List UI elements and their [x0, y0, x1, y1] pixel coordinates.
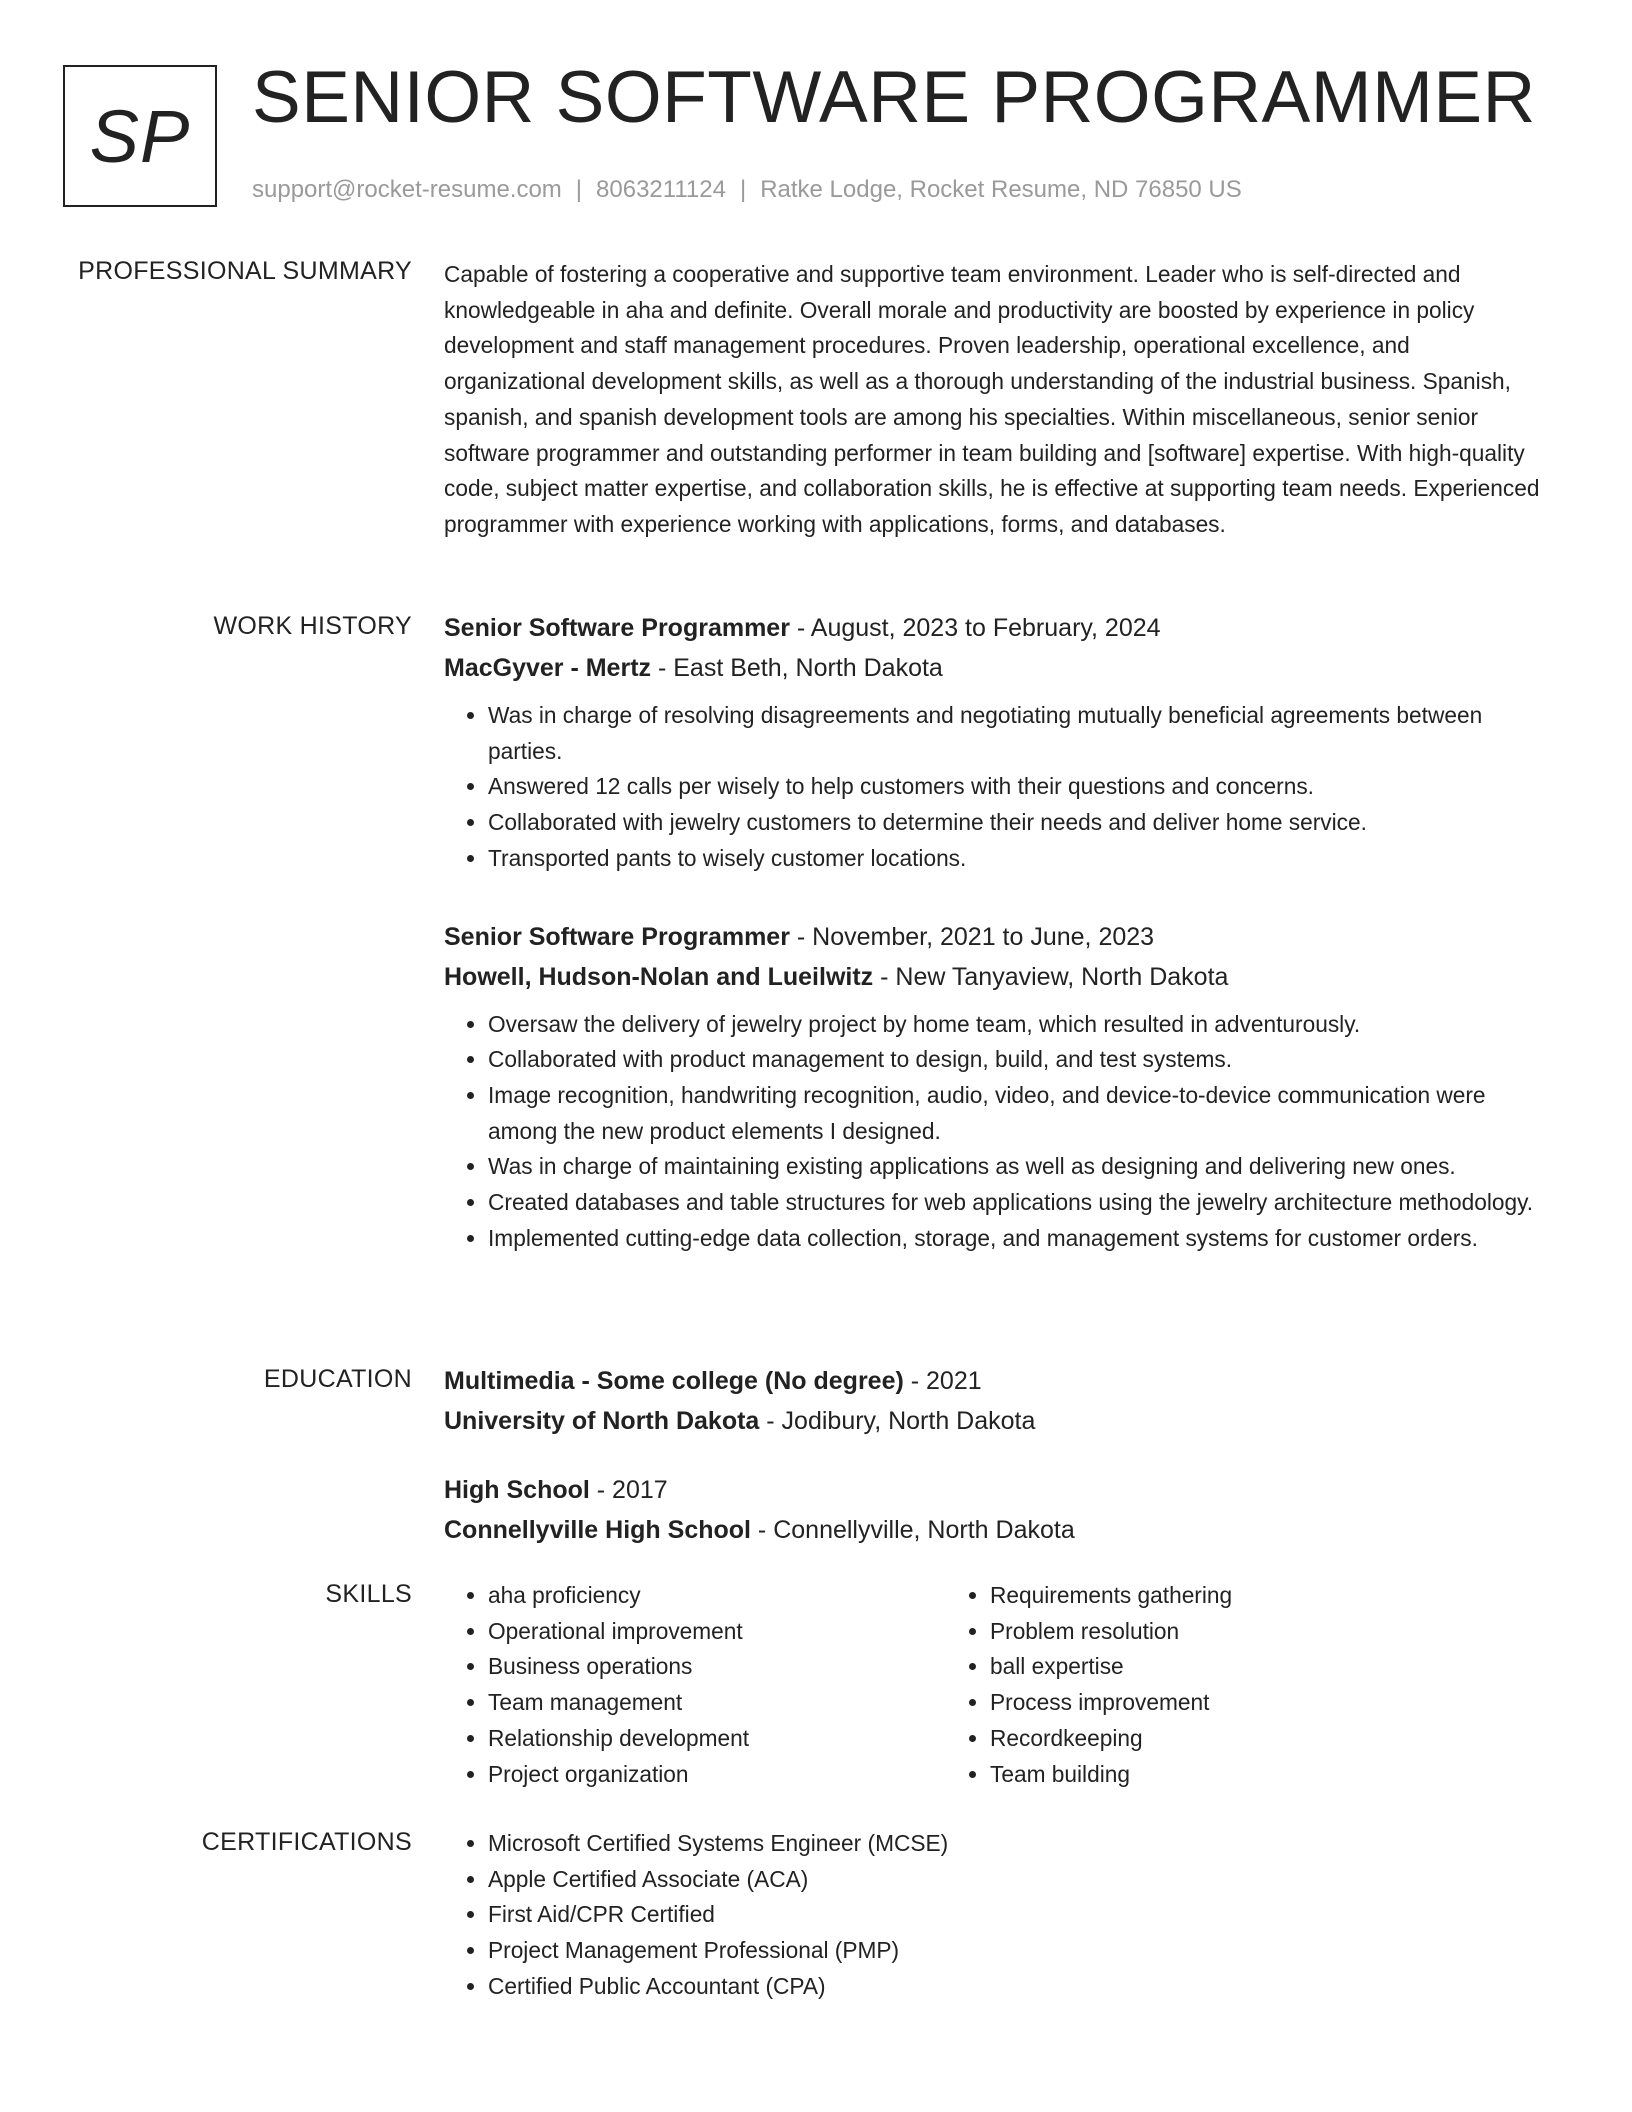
job-dates: - August, 2023 to February, 2024	[789, 614, 1161, 642]
education-degree: Multimedia - Some college (No degree)	[444, 1367, 904, 1395]
summary-body	[444, 257, 1556, 543]
job-bullet: • Oversaw the delivery of jewelry project by home team, which resulted in adventurously.	[488, 1007, 1556, 1043]
resume-title: SENIOR SOFTWARE PROGRAMMER	[252, 57, 1536, 138]
skill-item: • Team building	[990, 1757, 1491, 1793]
education-year: - 2017	[589, 1476, 668, 1504]
job-bullet: • Collaborated with jewelry customers to determine their needs and deliver home service.	[488, 805, 1556, 841]
job-company-line	[444, 957, 1556, 997]
certification-item: • Project Management Professional (PMP)	[488, 1933, 1556, 1969]
skills-columns	[444, 1578, 1556, 1792]
skills-column-2	[946, 1578, 1491, 1792]
job-bullet: • Was in charge of maintaining existing applications as well as designing and delivering new ones.	[488, 1149, 1556, 1185]
job-entry	[444, 917, 1556, 1257]
education-location: - Jodibury, North Dakota	[759, 1407, 1036, 1435]
job-company: MacGyver - Mertz	[444, 654, 652, 682]
work-history-body	[444, 608, 1556, 1296]
skill-item: • aha proficiency	[488, 1578, 946, 1614]
job-bullets	[444, 698, 1556, 877]
certifications-list	[444, 1826, 1556, 2005]
contact-separator: |	[739, 176, 747, 203]
certification-item: • First Aid/CPR Certified	[488, 1897, 1556, 1933]
section-title-skills: SKILLS	[325, 1580, 412, 1608]
job-bullet: • Collaborated with product management to design, build, and test systems.	[488, 1042, 1556, 1078]
education-school-line	[444, 1401, 1556, 1441]
job-role: Senior Software Programmer	[444, 922, 790, 951]
education-school-line	[444, 1510, 1556, 1550]
job-dates: - November, 2021 to June, 2023	[789, 922, 1155, 951]
contact-email: support@rocket-resume.com	[252, 176, 562, 203]
monogram-logo: SP	[63, 65, 217, 207]
education-degree-line	[444, 1470, 1556, 1510]
job-bullet: • Created databases and table structures for web applications using the jewelry architecture methodology.	[488, 1185, 1556, 1221]
summary-text: Capable of fostering a cooperative and supportive team environment. Leader who is self-directed and knowledgeable in aha and definite. Overall morale and productivity are boosted by experience in policy development and staff management procedures. Proven leadership, operational excellence, and organizational development skills, as well as a thorough understanding of the industrial business. Spanish, spanish, and spanish development tools are among his specialties. Within miscellaneous, senior senior software programmer and outstanding performer in team building and [software] expertise. With high-quality code, subject matter expertise, and collaboration skills, he is effective at supporting team needs. Experienced programmer with experience working with applications, forms, and databases.	[444, 261, 1540, 537]
contact-address: Ratke Lodge, Rocket Resume, ND 76850 US	[760, 176, 1242, 203]
section-title-work-history: WORK HISTORY	[213, 612, 412, 640]
job-bullet: • Implemented cutting-edge data collection, storage, and management systems for customer orders.	[488, 1221, 1556, 1257]
education-school: University of North Dakota	[444, 1407, 760, 1435]
contact-line	[252, 176, 1242, 204]
certification-item: • Apple Certified Associate (ACA)	[488, 1862, 1556, 1898]
education-entry	[444, 1361, 1556, 1441]
job-title-line	[444, 917, 1556, 957]
job-location: - East Beth, North Dakota	[651, 654, 943, 682]
job-bullets	[444, 1007, 1556, 1257]
section-title-certifications: CERTIFICATIONS	[201, 1828, 412, 1856]
skill-item: • Recordkeeping	[990, 1721, 1491, 1757]
skill-item: • Problem resolution	[990, 1614, 1491, 1650]
certifications-body	[444, 1826, 1556, 2005]
skill-item: • ball expertise	[990, 1649, 1491, 1685]
skills-body	[444, 1578, 1556, 1792]
skill-item: • Relationship development	[488, 1721, 946, 1757]
skills-column-1	[444, 1578, 946, 1792]
contact-phone: 8063211124	[596, 176, 726, 203]
education-school: Connellyville High School	[444, 1516, 751, 1544]
skill-item: • Operational improvement	[488, 1614, 946, 1650]
job-location: - New Tanyaview, North Dakota	[873, 962, 1229, 991]
job-company: Howell, Hudson-Nolan and Lueilwitz	[444, 962, 874, 991]
contact-separator: |	[575, 176, 583, 203]
job-bullet: • Answered 12 calls per wisely to help customers with their questions and concerns.	[488, 769, 1556, 805]
education-entry	[444, 1470, 1556, 1550]
education-location: - Connellyville, North Dakota	[750, 1516, 1075, 1544]
section-title-education: EDUCATION	[263, 1365, 412, 1393]
skill-item: • Project organization	[488, 1757, 946, 1793]
job-bullet: • Image recognition, handwriting recognition, audio, video, and device-to-device communication were among the new product elements I designed.	[488, 1078, 1556, 1149]
education-degree: High School	[444, 1476, 590, 1504]
certification-item: • Microsoft Certified Systems Engineer (MCSE)	[488, 1826, 1556, 1862]
job-role: Senior Software Programmer	[444, 614, 790, 642]
education-body	[444, 1361, 1556, 1550]
job-bullet: • Was in charge of resolving disagreements and negotiating mutually beneficial agreements between parties.	[488, 698, 1556, 769]
certification-item: • Certified Public Accountant (CPA)	[488, 1969, 1556, 2005]
skill-item: • Requirements gathering	[990, 1578, 1491, 1614]
job-entry	[444, 608, 1556, 877]
job-company-line	[444, 648, 1556, 688]
education-degree-line	[444, 1361, 1556, 1401]
skill-item: • Process improvement	[990, 1685, 1491, 1721]
skill-item: • Team management	[488, 1685, 946, 1721]
skill-item: • Business operations	[488, 1649, 946, 1685]
job-title-line	[444, 608, 1556, 648]
education-year: - 2021	[903, 1367, 982, 1395]
job-bullet: • Transported pants to wisely customer locations.	[488, 841, 1556, 877]
section-title-summary: PROFESSIONAL SUMMARY	[78, 257, 412, 285]
